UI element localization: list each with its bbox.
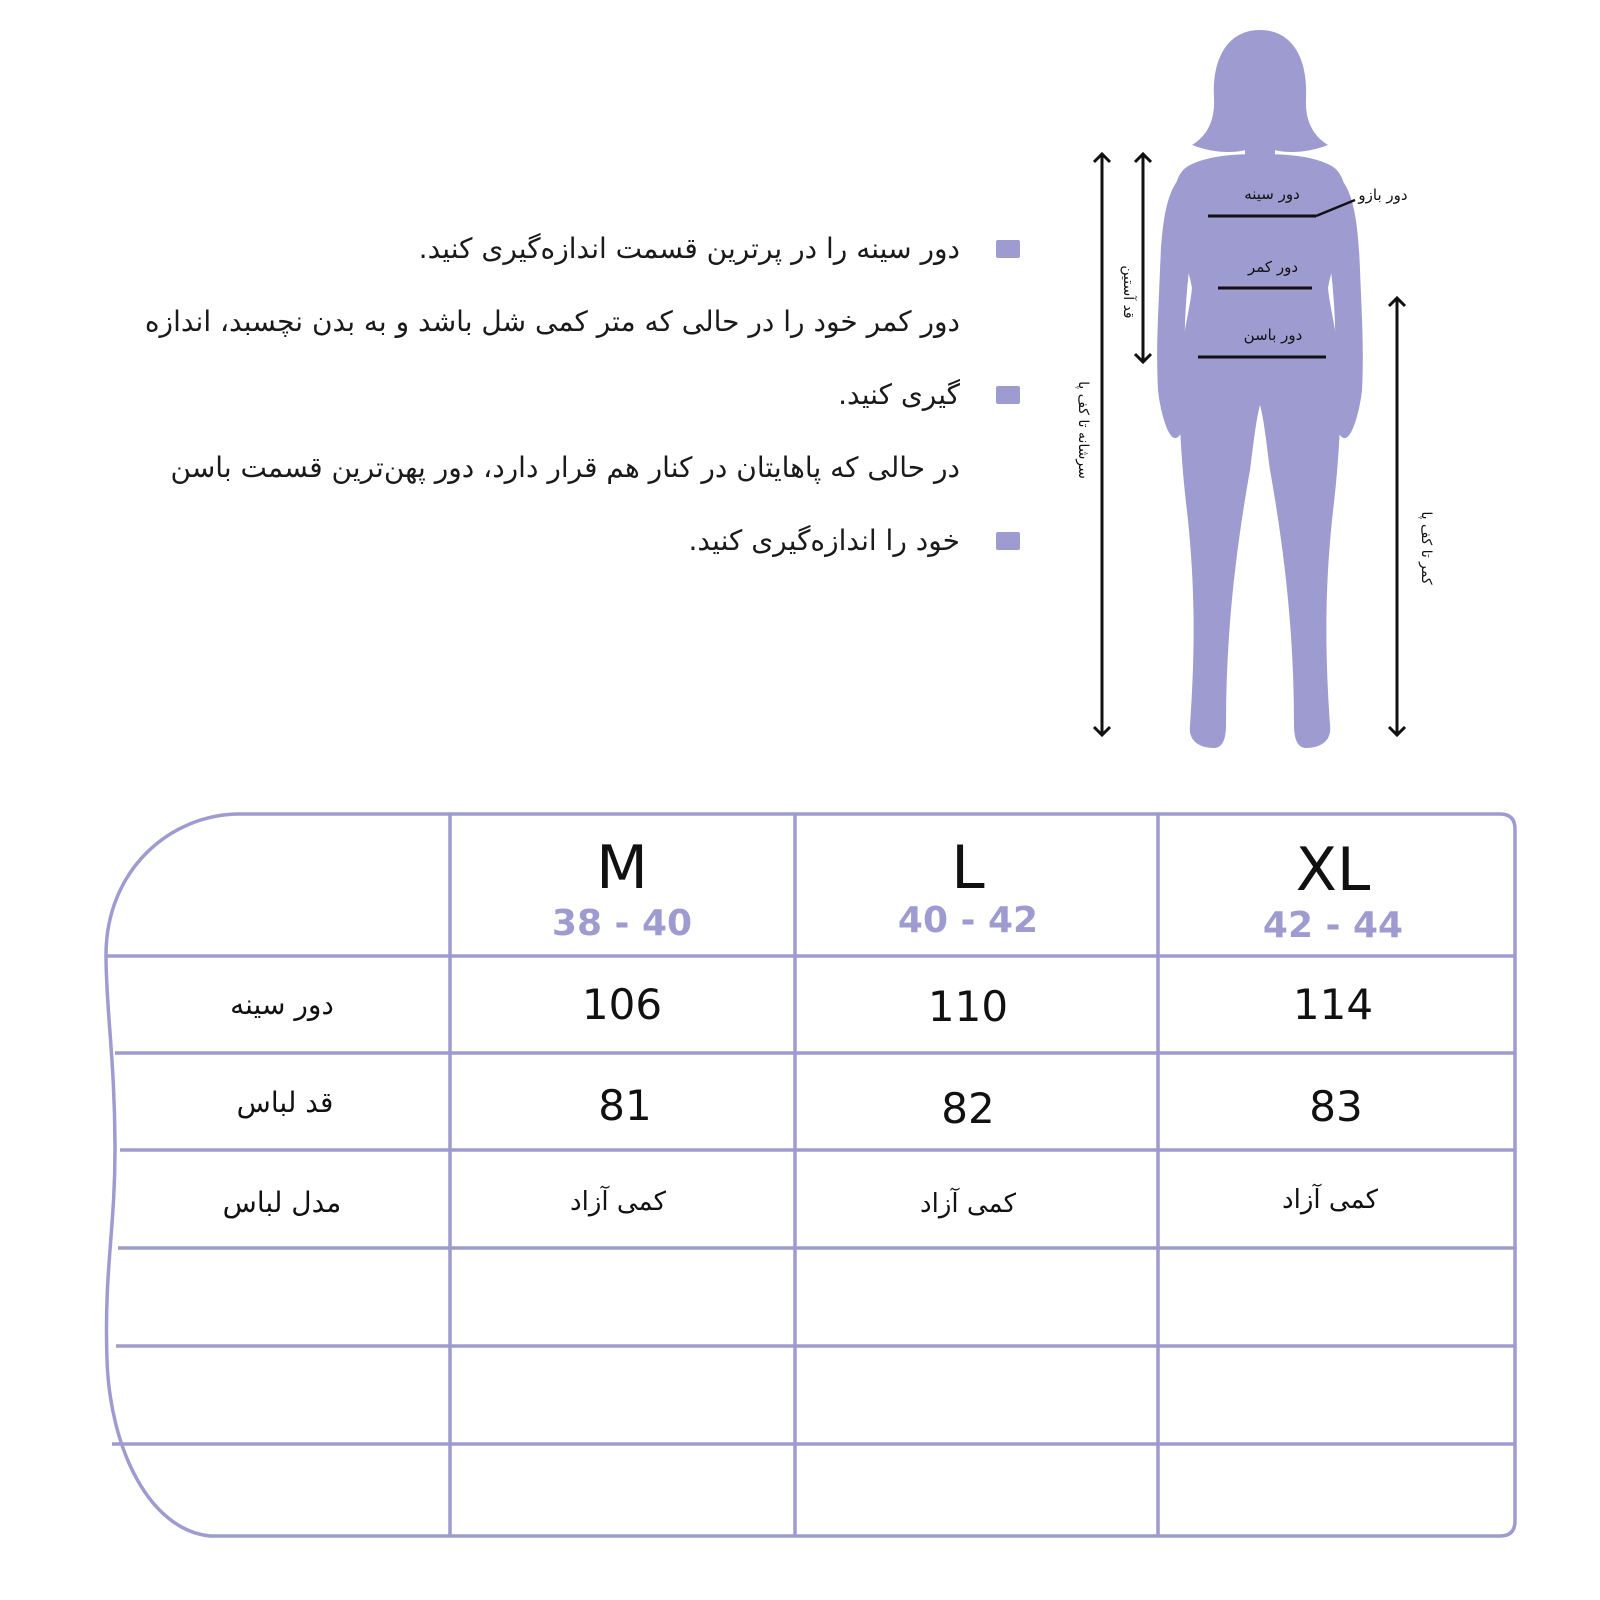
shoulder-to-foot-label: سرشانه تا کف پا [1075,381,1091,479]
cell-length-m: 81 [598,1081,652,1130]
bullet-square-icon [996,532,1020,550]
body-measurement-figure [1060,20,1460,760]
instruction-line [120,358,1020,431]
instruction-text: در حالی که پاهایتان در کنار هم قرار دارد، دور پهن‌ترین قسمت باسن [170,451,960,484]
instruction-text: دور کمر خود را در حالی که متر کمی شل باشد و به بدن نچسبد، اندازه [144,305,960,338]
size-name-m: M [596,833,648,903]
cell-model-xl: کمی آزاد [1282,1185,1378,1215]
bullet-square-icon [996,386,1020,404]
size-range-m: 38 - 40 [551,903,693,944]
cell-length-xl: 83 [1309,1082,1363,1131]
size-range-xl: 42 - 44 [1262,905,1404,946]
size-name-l: L [951,833,985,903]
cell-model-l: کمی آزاد [920,1189,1016,1219]
cell-model-m: کمی آزاد [570,1187,666,1217]
cell-chest-m: 106 [581,980,663,1029]
size-chart-table [0,800,1600,1600]
instruction-text: دور سینه را در پرترین قسمت اندازه‌گیری کنید. [418,232,960,265]
instruction-line [120,212,1020,285]
row-label-length: قد لباس [236,1086,334,1119]
waist-to-foot-label: کمر تا کف پا [1418,511,1434,585]
row-label-chest: دور سینه [230,988,334,1021]
row-label-model: مدل لباس [222,1186,342,1219]
measurement-instructions [120,212,1020,577]
hip-label: دور باسن [1243,326,1303,344]
cell-length-l: 82 [941,1084,995,1133]
woman-silhouette-icon [1157,30,1363,748]
instruction-line [120,504,1020,577]
arm-label: دور بازو [1358,186,1408,204]
cell-chest-l: 110 [927,982,1009,1031]
sleeve-length-label: قد آستین [1120,265,1136,319]
instruction-text: خود را اندازه‌گیری کنید. [688,524,960,557]
waist-label: دور کمر [1247,258,1299,276]
instruction-line [120,431,1020,504]
cell-chest-xl: 114 [1292,980,1374,1029]
size-name-xl: XL [1295,835,1371,905]
bullet-square-icon [996,240,1020,258]
instruction-text: گیری کنید. [838,378,960,411]
size-range-l: 40 - 42 [897,900,1039,941]
instruction-line [120,285,1020,358]
chest-label: دور سینه [1244,185,1300,203]
